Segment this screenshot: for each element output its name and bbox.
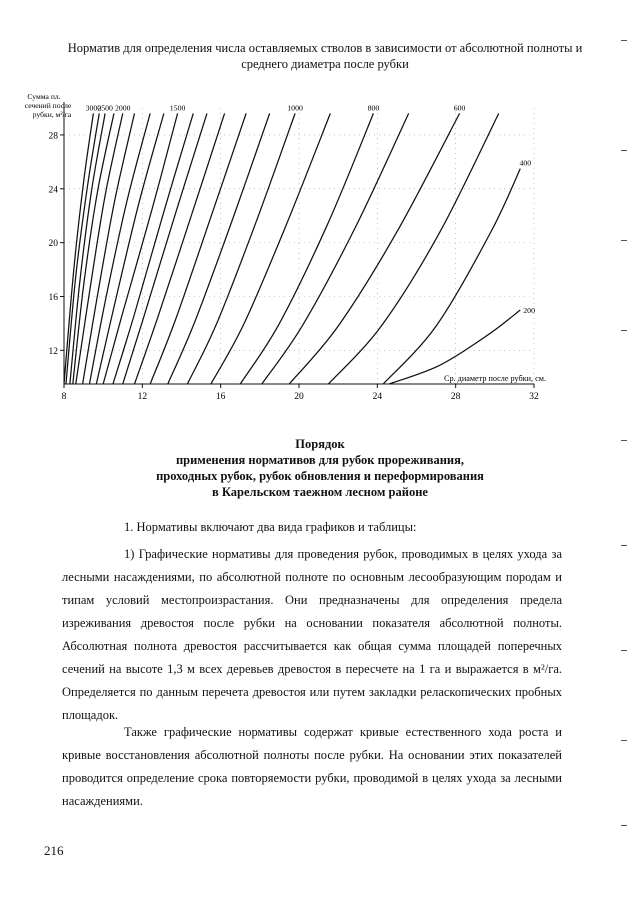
series-line-800 — [240, 113, 373, 384]
heading-line-3: проходных рубок, рубок обновления и переформирования — [156, 469, 484, 483]
y-axis-label: Сумма пл. — [27, 92, 61, 101]
heading-line-4: в Карельском таежном лесном районе — [212, 485, 428, 499]
curve-line — [66, 113, 99, 384]
paragraph-2: 1) Графические нормативы для проведения рубок, проводимых в целях ухода за лесными насаждениями, по абсолютной полноте по основным лесообразующим породам и типам условий местопроизрастания. Они предназначены для определения предела изреживания древостоя после рубки на основании показателя абсолютной полноты. Абсолютная полнота древостоя рассчитывается как общая сумма площадей поперечных сечений на высоте 1,3 м всех деревьев древостоя в пересчете на 1 га и выражается в м²/га. Определяется по данным перечета древостоя или путем закладки реласкопических пробных площадок. — [62, 547, 562, 722]
curve-label-800: 800 — [367, 103, 380, 113]
x-tick-label: 12 — [137, 392, 148, 402]
y-axis-label: сечений после — [24, 101, 72, 110]
curve-label-200: 200 — [523, 305, 535, 315]
y-axis-label: рубки, м²/га — [32, 110, 72, 119]
x-tick-label: 28 — [450, 392, 461, 402]
x-tick-label: 20 — [294, 392, 304, 402]
y-tick-label: 12 — [48, 346, 58, 357]
scan-edge-mark — [621, 740, 627, 741]
curve-label-3000: 3000 — [85, 103, 102, 113]
chart-title: Норматив для определения числа оставляемых стволов в зависимости от абсолютной полноты и среднего диаметра после рубки — [67, 41, 583, 71]
page-number: 216 — [44, 843, 64, 858]
curve-line — [83, 113, 135, 384]
curve-label-1000: 1000 — [287, 103, 303, 113]
y-tick-label: 28 — [48, 131, 58, 142]
scan-edge-mark — [621, 440, 627, 441]
scan-edge-mark — [621, 240, 627, 241]
y-tick-label: 16 — [48, 292, 58, 303]
x-axis-label: Ср. диаметр после рубки, см. — [444, 374, 546, 383]
scan-edge-mark — [621, 150, 627, 151]
curve-label-1500: 1500 — [169, 103, 186, 113]
curve-label-600: 600 — [453, 103, 466, 113]
x-tick-label: 32 — [529, 392, 539, 402]
scan-edge-mark — [621, 650, 627, 651]
curve-label-400: 400 — [519, 158, 532, 168]
curve-line — [123, 113, 207, 384]
chart-svg — [0, 0, 640, 420]
series-line-400 — [383, 169, 520, 384]
heading-line-1: Порядок — [295, 437, 345, 451]
section-heading — [80, 436, 560, 500]
curve-label-2500: 2500 — [97, 103, 113, 113]
curve-line — [135, 113, 225, 384]
series-line-200 — [389, 310, 520, 384]
curve-line — [211, 113, 330, 384]
y-tick-label: 24 — [48, 185, 58, 196]
y-tick-label: 20 — [48, 239, 58, 250]
curve-line — [328, 113, 498, 384]
paragraph-3: Также графические нормативы содержат кривые естественного хода роста и кривые восстановления абсолютной полноты после рубки. На основании этих показателей проводится определение срока повторяемости рубки, проводимой в целях ухода за лесными насаждениями. — [62, 725, 562, 808]
curve-label-2000: 2000 — [114, 103, 131, 113]
series-line-1000 — [187, 113, 295, 384]
curve-line — [168, 113, 270, 384]
x-tick-label: 8 — [61, 392, 67, 402]
scan-edge-mark — [621, 330, 627, 331]
scan-edge-mark — [621, 825, 627, 826]
x-tick-label: 24 — [372, 392, 383, 402]
heading-line-2: применения нормативов для рубок прореживания, — [175, 453, 465, 467]
x-tick-label: 16 — [215, 392, 226, 402]
scan-edge-mark — [621, 40, 627, 41]
scan-edge-mark — [621, 545, 627, 546]
paragraph-1: 1. Нормативы включают два вида графиков и таблицы: — [124, 520, 417, 534]
